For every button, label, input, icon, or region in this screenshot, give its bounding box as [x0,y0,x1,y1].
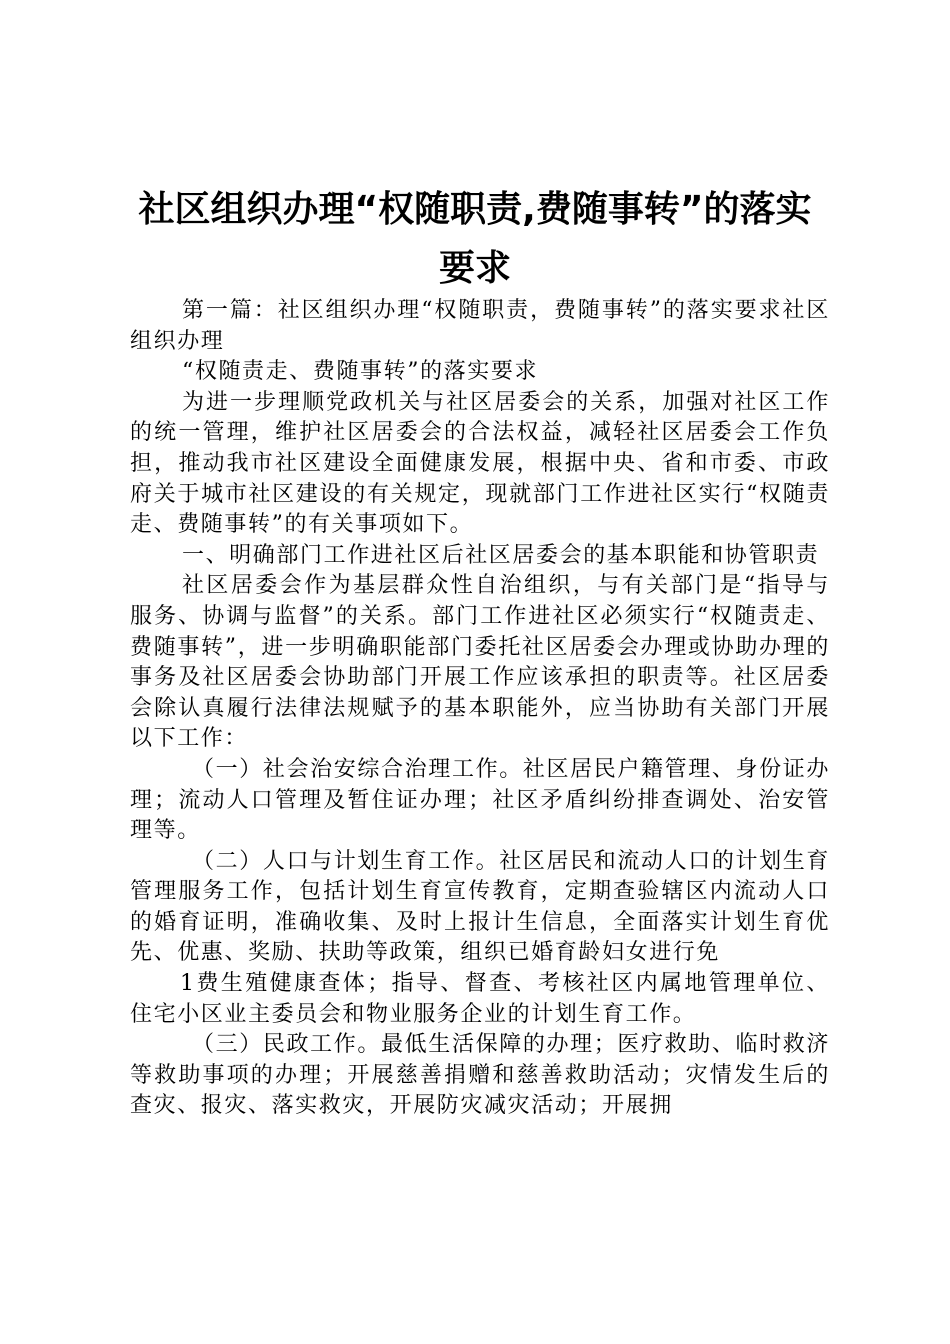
paragraph: 为进一步理顺党政机关与社区居委会的关系，加强对社区工作的统一管理，维护社区居委会的合法权益，减轻社区居委会工作负担，推动我市社区建设全面健康发展，根据中央、省和市委、市政府关于城市社区建设的有关规定，现就部门工作进社区实行“权随责走、费随事转”的有关事项如下。 [130,389,830,538]
paragraph: （一）社会治安综合治理工作。社区居民户籍管理、身份证办理；流动人口管理及暂住证办理；社区矛盾纠纷排查调处、治安管理等。 [130,756,830,844]
document-body [130,296,830,1122]
paragraph: （三）民政工作。最低生活保障的办理；医疗救助、临时救济等救助事项的办理；开展慈善捐赠和慈善救助活动；灾情发生后的查灾、报灾、落实救灾，开展防灾减灾活动；开展拥 [130,1032,830,1119]
paragraph: “权随责走、费随事转”的落实要求 [182,359,539,385]
paragraph: 第一篇：社区组织办理“权随职责，费随事转”的落实要求社区组织办理 [130,298,830,354]
section-heading: 一、明确部门工作进社区后社区居委会的基本职能和协管职责 [182,542,820,568]
paragraph: （二）人口与计划生育工作。社区居民和流动人口的计划生育管理服务工作，包括计划生育宣传教育，定期查验辖区内流动人口的婚育证明，准确收集、及时上报计生信息，全面落实计划生育优先、优惠、奖励、扶助等政策，组织已婚育龄妇女进行免 [130,848,830,966]
document-title-line-1: 社区组织办理“权随职责,费随事转”的落实 [138,189,812,230]
document-title-line-2: 要求 [438,248,511,289]
paragraph: 社区居委会作为基层群众性自治组织，与有关部门是“指导与服务、协调与监督”的关系。部门工作进社区必须实行“权随责走、费随事转”，进一步明确职能部门委托社区居委会办理或协助办理的事务及社区居委会协助部门开展工作应该承担的职责等。社区居委会除认真履行法律法规赋予的基本职能外，应当协助有关部门开展以下工作： [130,573,830,752]
paragraph: 1费生殖健康查体；指导、督查、考核社区内属地管理单位、住宅小区业主委员会和物业服务企业的计划生育工作。 [130,971,830,1027]
